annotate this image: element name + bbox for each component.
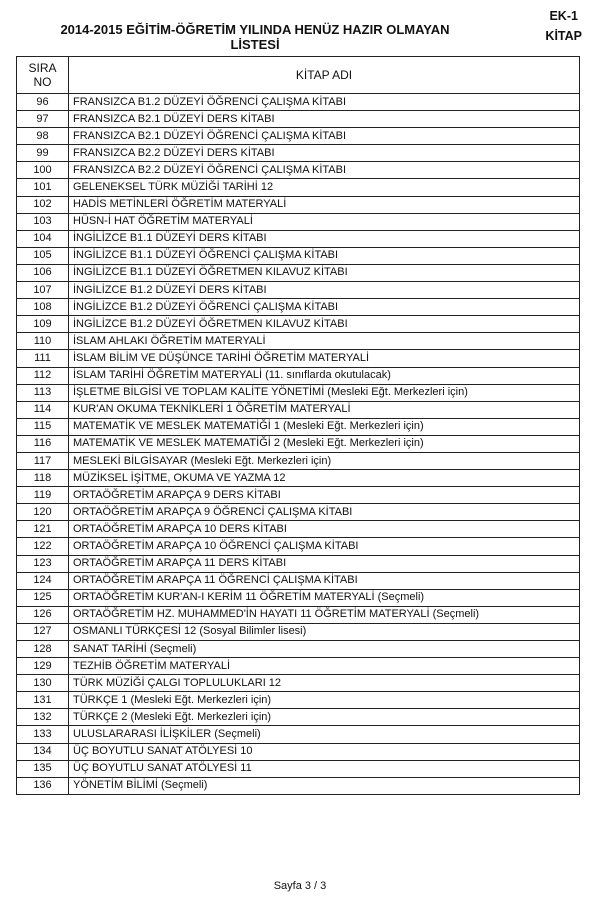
row-number: 107 bbox=[17, 282, 69, 299]
book-name: ORTAÖĞRETİM ARAPÇA 10 ÖĞRENCİ ÇALIŞMA KİTABI bbox=[69, 538, 580, 555]
row-number: 101 bbox=[17, 179, 69, 196]
table-row bbox=[17, 316, 580, 333]
table-row bbox=[17, 435, 580, 452]
book-name: ORTAÖĞRETİM ARAPÇA 11 DERS KİTABI bbox=[69, 555, 580, 572]
page-number: Sayfa 3 / 3 bbox=[273, 880, 327, 892]
row-number: 126 bbox=[17, 606, 69, 623]
row-number: 124 bbox=[17, 572, 69, 589]
table-row bbox=[17, 418, 580, 435]
book-name: İNGİLİZCE B1.1 DÜZEYİ ÖĞRENCİ ÇALIŞMA KİTABI bbox=[69, 247, 580, 264]
book-name: MÜZİKSEL İŞİTME, OKUMA VE YAZMA 12 bbox=[69, 470, 580, 487]
row-number: 99 bbox=[17, 145, 69, 162]
table-row bbox=[17, 162, 580, 179]
table-row bbox=[17, 401, 580, 418]
title-line-1: 2014-2015 EĞİTİM-ÖĞRETİM YILINDA HENÜZ HAZIR OLMAYAN bbox=[60, 22, 450, 37]
row-number: 103 bbox=[17, 213, 69, 230]
table-row bbox=[17, 247, 580, 264]
book-name: HADİS METİNLERİ ÖĞRETİM MATERYALİ bbox=[69, 196, 580, 213]
row-number: 102 bbox=[17, 196, 69, 213]
row-number: 115 bbox=[17, 418, 69, 435]
table-row bbox=[17, 470, 580, 487]
table-row bbox=[17, 743, 580, 760]
table-row bbox=[17, 675, 580, 692]
book-name: ORTAÖĞRETİM ARAPÇA 9 DERS KİTABI bbox=[69, 487, 580, 504]
table-row bbox=[17, 521, 580, 538]
book-name: TEZHİB ÖĞRETİM MATERYALİ bbox=[69, 658, 580, 675]
row-number: 136 bbox=[17, 777, 69, 794]
table-row bbox=[17, 589, 580, 606]
row-number: 123 bbox=[17, 555, 69, 572]
document-title bbox=[20, 22, 490, 52]
table-row bbox=[17, 555, 580, 572]
book-name: İNGİLİZCE B1.2 DÜZEYİ DERS KİTABI bbox=[69, 282, 580, 299]
book-name: GELENEKSEL TÜRK MÜZİĞİ TARİHİ 12 bbox=[69, 179, 580, 196]
book-name: MATEMATİK VE MESLEK MATEMATİĞİ 1 (Mesleki Eğt. Merkezleri için) bbox=[69, 418, 580, 435]
book-name: SANAT TARİHİ (Seçmeli) bbox=[69, 641, 580, 658]
row-number: 132 bbox=[17, 709, 69, 726]
column-header-no-line1: SIRA bbox=[28, 61, 57, 75]
book-name: OSMANLI TÜRKÇESİ 12 (Sosyal Bilimler lisesi) bbox=[69, 623, 580, 640]
table-header-row bbox=[17, 57, 580, 94]
table-row bbox=[17, 213, 580, 230]
book-name: İNGİLİZCE B1.2 DÜZEYİ ÖĞRENCİ ÇALIŞMA KİTABI bbox=[69, 299, 580, 316]
row-number: 135 bbox=[17, 760, 69, 777]
row-number: 96 bbox=[17, 94, 69, 111]
book-name: İNGİLİZCE B1.1 DÜZEYİ DERS KİTABI bbox=[69, 230, 580, 247]
book-name: FRANSIZCA B1.2 DÜZEYİ ÖĞRENCİ ÇALIŞMA KİTABI bbox=[69, 94, 580, 111]
table-row bbox=[17, 111, 580, 128]
book-name: FRANSIZCA B2.2 DÜZEYİ ÖĞRENCİ ÇALIŞMA KİTABI bbox=[69, 162, 580, 179]
row-number: 120 bbox=[17, 504, 69, 521]
row-number: 133 bbox=[17, 726, 69, 743]
book-name: HÜSN-İ HAT ÖĞRETİM MATERYALİ bbox=[69, 213, 580, 230]
book-table bbox=[16, 56, 580, 795]
book-name: TÜRKÇE 1 (Mesleki Eğt. Merkezleri için) bbox=[69, 692, 580, 709]
row-number: 125 bbox=[17, 589, 69, 606]
row-number: 109 bbox=[17, 316, 69, 333]
row-number: 127 bbox=[17, 623, 69, 640]
table-row bbox=[17, 658, 580, 675]
row-number: 118 bbox=[17, 470, 69, 487]
book-name: FRANSIZCA B2.1 DÜZEYİ ÖĞRENCİ ÇALIŞMA KİTABI bbox=[69, 128, 580, 145]
table-row bbox=[17, 196, 580, 213]
row-number: 111 bbox=[17, 350, 69, 367]
column-header-no-line2: NO bbox=[33, 75, 52, 89]
table-row bbox=[17, 692, 580, 709]
book-name: ÜÇ BOYUTLU SANAT ATÖLYESİ 10 bbox=[69, 743, 580, 760]
table-row bbox=[17, 606, 580, 623]
table-row bbox=[17, 572, 580, 589]
table-row bbox=[17, 726, 580, 743]
title-line-2: LİSTESİ bbox=[230, 37, 280, 52]
book-name: İNGİLİZCE B1.1 DÜZEYİ ÖĞRETMEN KILAVUZ KİTABI bbox=[69, 264, 580, 281]
table-row bbox=[17, 760, 580, 777]
row-number: 104 bbox=[17, 230, 69, 247]
book-name: KUR'AN OKUMA TEKNİKLERİ 1 ÖĞRETİM MATERYALİ bbox=[69, 401, 580, 418]
row-number: 105 bbox=[17, 247, 69, 264]
book-name: ORTAÖĞRETİM HZ. MUHAMMED'İN HAYATI 11 ÖĞRETİM MATERYALİ (Seçmeli) bbox=[69, 606, 580, 623]
row-number: 113 bbox=[17, 384, 69, 401]
annex-label bbox=[545, 6, 582, 46]
row-number: 121 bbox=[17, 521, 69, 538]
book-name: ORTAÖĞRETİM ARAPÇA 11 ÖĞRENCİ ÇALIŞMA KİTABI bbox=[69, 572, 580, 589]
table-row bbox=[17, 350, 580, 367]
book-name: ÜÇ BOYUTLU SANAT ATÖLYESİ 11 bbox=[69, 760, 580, 777]
book-name: İŞLETME BİLGİSİ VE TOPLAM KALİTE YÖNETİMİ (Mesleki Eğt. Merkezleri için) bbox=[69, 384, 580, 401]
row-number: 112 bbox=[17, 367, 69, 384]
table-row bbox=[17, 145, 580, 162]
table-row bbox=[17, 230, 580, 247]
column-header-no bbox=[17, 57, 69, 94]
table-row bbox=[17, 367, 580, 384]
row-number: 108 bbox=[17, 299, 69, 316]
book-name: FRANSIZCA B2.1 DÜZEYİ DERS KİTABI bbox=[69, 111, 580, 128]
row-number: 131 bbox=[17, 692, 69, 709]
table-body bbox=[17, 94, 580, 795]
table-row bbox=[17, 282, 580, 299]
row-number: 129 bbox=[17, 658, 69, 675]
book-name: İSLAM TARİHİ ÖĞRETİM MATERYALİ (11. sınıflarda okutulacak) bbox=[69, 367, 580, 384]
book-name: ORTAÖĞRETİM KUR'AN-I KERİM 11 ÖĞRETİM MATERYALİ (Seçmeli) bbox=[69, 589, 580, 606]
table-row bbox=[17, 777, 580, 794]
table-row bbox=[17, 709, 580, 726]
book-name: MESLEKİ BİLGİSAYAR (Mesleki Eğt. Merkezleri için) bbox=[69, 452, 580, 469]
book-name: TÜRK MÜZİĞİ ÇALGI TOPLULUKLARI 12 bbox=[69, 675, 580, 692]
book-name: İNGİLİZCE B1.2 DÜZEYİ ÖĞRETMEN KILAVUZ KİTABI bbox=[69, 316, 580, 333]
book-name: YÖNETİM BİLİMİ (Seçmeli) bbox=[69, 777, 580, 794]
row-number: 116 bbox=[17, 435, 69, 452]
table-row bbox=[17, 641, 580, 658]
book-name: MATEMATİK VE MESLEK MATEMATİĞİ 2 (Mesleki Eğt. Merkezleri için) bbox=[69, 435, 580, 452]
table-row bbox=[17, 179, 580, 196]
row-number: 114 bbox=[17, 401, 69, 418]
column-header-name: KİTAP ADI bbox=[69, 57, 580, 94]
table-row bbox=[17, 299, 580, 316]
row-number: 134 bbox=[17, 743, 69, 760]
row-number: 122 bbox=[17, 538, 69, 555]
row-number: 106 bbox=[17, 264, 69, 281]
table-row bbox=[17, 264, 580, 281]
book-name: FRANSIZCA B2.2 DÜZEYİ DERS KİTABI bbox=[69, 145, 580, 162]
table-row bbox=[17, 452, 580, 469]
annex-type: KİTAP bbox=[545, 29, 582, 43]
book-name: ULUSLARARASI İLİŞKİLER (Seçmeli) bbox=[69, 726, 580, 743]
book-name: ORTAÖĞRETİM ARAPÇA 10 DERS KİTABI bbox=[69, 521, 580, 538]
table-row bbox=[17, 623, 580, 640]
table-row bbox=[17, 128, 580, 145]
table-row bbox=[17, 538, 580, 555]
book-name: İSLAM BİLİM VE DÜŞÜNCE TARİHİ ÖĞRETİM MATERYALİ bbox=[69, 350, 580, 367]
book-name: TÜRKÇE 2 (Mesleki Eğt. Merkezleri için) bbox=[69, 709, 580, 726]
book-name: İSLAM AHLAKI ÖĞRETİM MATERYALİ bbox=[69, 333, 580, 350]
row-number: 100 bbox=[17, 162, 69, 179]
table-row bbox=[17, 333, 580, 350]
row-number: 130 bbox=[17, 675, 69, 692]
row-number: 110 bbox=[17, 333, 69, 350]
table-row bbox=[17, 384, 580, 401]
row-number: 98 bbox=[17, 128, 69, 145]
table-row bbox=[17, 504, 580, 521]
table-row bbox=[17, 487, 580, 504]
annex-number: EK-1 bbox=[549, 9, 578, 23]
book-name: ORTAÖĞRETİM ARAPÇA 9 ÖĞRENCİ ÇALIŞMA KİTABI bbox=[69, 504, 580, 521]
row-number: 97 bbox=[17, 111, 69, 128]
table-row bbox=[17, 94, 580, 111]
row-number: 117 bbox=[17, 452, 69, 469]
row-number: 128 bbox=[17, 641, 69, 658]
row-number: 119 bbox=[17, 487, 69, 504]
